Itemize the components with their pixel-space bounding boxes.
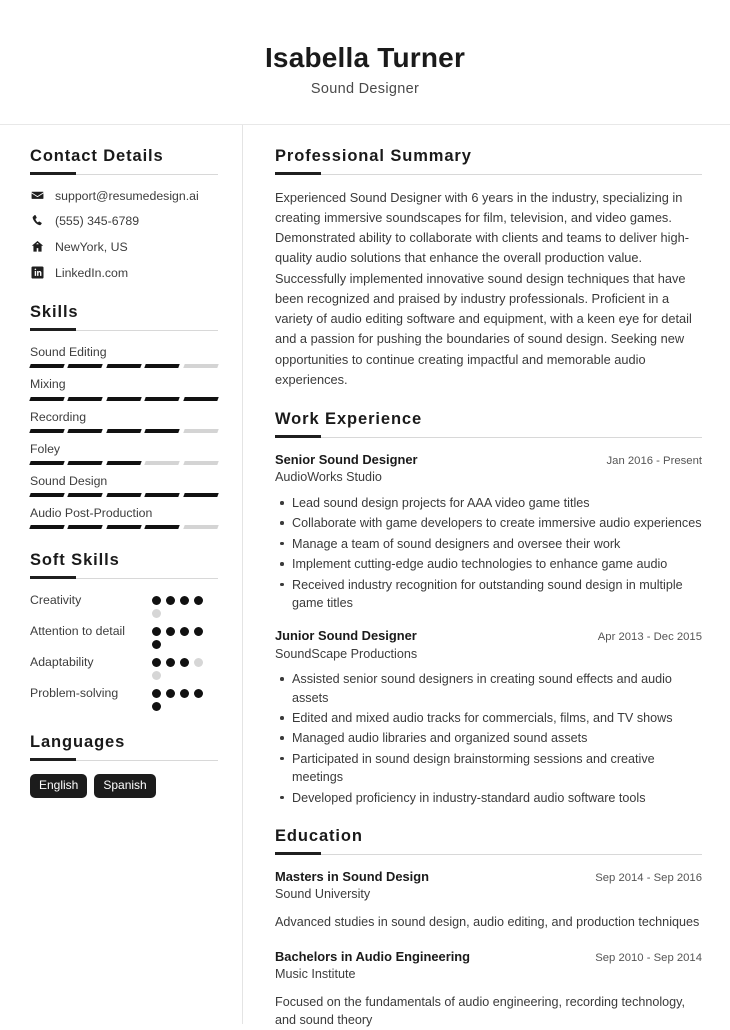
section-professional-summary [275,147,702,390]
languages-list [30,774,218,797]
skill-bar-segment [144,397,180,401]
rating-dot [194,658,203,667]
education-entry-header [275,868,702,885]
rating-dot [152,689,161,698]
section-skills [30,303,218,529]
contact-details-heading [30,147,218,175]
soft-skills-list [30,592,218,711]
section-education [275,827,702,1030]
work-entries [275,451,702,807]
skill-bar-segment [29,493,65,497]
rating-dot [152,609,161,618]
skill-bar-segment [29,397,65,401]
education-entries [275,868,702,1030]
skill-bar-segment [183,397,219,401]
soft-skill-rating [152,654,214,680]
rating-dot [166,596,175,605]
skill-bar-segment [144,429,180,433]
contact-list [30,188,218,281]
skills-list [30,344,218,529]
skill-bar-segment [106,493,142,497]
skill-name: Recording [30,409,87,424]
rating-dot [152,671,161,680]
rating-dot [194,627,203,636]
education-entry-date: Sep 2010 - Sep 2014 [595,951,702,964]
rating-dot [166,658,175,667]
language-tag: Spanish [94,774,155,797]
language-tag: English [30,774,87,797]
rating-dot [152,627,161,636]
skill-level-bar [30,525,218,529]
linkedin-icon [30,265,45,280]
skill-bar-segment [183,493,219,497]
skill-bar-segment [144,493,180,497]
rating-dot [180,596,189,605]
skill-bar-segment [68,364,104,368]
work-entry-organization: SoundScape Productions [275,646,418,661]
work-entry [275,451,702,612]
skill-name: Mixing [30,377,66,392]
work-entry-header [275,627,702,644]
skills-heading [30,303,218,331]
bullet-item: Manage a team of sound designers and oversee their work [275,535,702,553]
bullet-item: Implement cutting-edge audio technologies to enhance game audio [275,555,702,573]
bullet-item: Edited and mixed audio tracks for commercials, films, and TV shows [275,709,702,727]
phone-icon [30,213,45,228]
soft-skill-rating [152,623,214,649]
work-entry-bullets [275,670,702,807]
candidate-job-title: Sound Designer [310,81,420,98]
work-entry [275,627,702,807]
resume-header [0,0,730,125]
work-experience-heading [275,410,702,438]
bullet-item: Developed proficiency in industry-standard audio software tools [275,789,702,807]
skill-bar-segment [68,429,104,433]
skill-item [30,409,218,433]
soft-skill-item [30,654,218,680]
languages-heading [30,733,218,761]
soft-skill-name: Adaptability [30,655,94,670]
work-entry-title: Junior Sound Designer [275,628,417,644]
rating-dot [152,596,161,605]
rating-dot [152,658,161,667]
skill-item [30,473,218,497]
sidebar [0,125,243,1024]
rating-dot [180,658,189,667]
contact-item[interactable] [30,213,218,230]
education-entry-description: Focused on the fundamentals of audio engineering, recording technology, and sound theory [275,994,686,1028]
section-title: Contact Details [30,146,164,165]
soft-skill-name: Creativity [30,593,82,608]
soft-skills-heading [30,551,218,579]
bullet-item: Participated in sound design brainstorming sessions and creative meetings [275,750,702,787]
section-title: Work Experience [275,410,423,428]
contact-item-value: NewYork, US [55,240,128,254]
contact-item-value: LinkedIn.com [55,265,129,280]
rating-dot [152,702,161,711]
skill-level-bar [30,429,218,433]
section-work-experience [275,410,702,807]
section-title: Education [275,826,363,845]
skill-name: Audio Post-Production [30,506,153,521]
education-entry [275,948,702,1030]
skill-level-bar [30,493,218,497]
bullet-item: Collaborate with game developers to create immersive audio experiences [275,514,702,532]
skill-bar-segment [106,525,142,529]
rating-dot [194,596,203,605]
section-title: Soft Skills [30,551,120,570]
skill-item [30,344,218,368]
bullet-item: Assisted senior sound designers in creating sound effects and audio assets [275,670,702,707]
skill-bar-segment [144,461,180,465]
skill-level-bar [30,364,218,368]
rating-dot [180,689,189,698]
skill-bar-segment [29,525,65,529]
skill-bar-segment [183,525,219,529]
home-icon [30,239,45,254]
soft-skill-name: Attention to detail [30,624,126,639]
skill-bar-segment [144,364,180,368]
education-entry-description: Advanced studies in sound design, audio editing, and production techniques [275,914,700,929]
bullet-item: Managed audio libraries and organized sound assets [275,729,702,747]
skill-item [30,376,218,400]
skill-name: Sound Editing [30,345,107,360]
bullet-item: Lead sound design projects for AAA video game titles [275,494,702,512]
contact-item-value: support@resumedesign.ai [55,188,199,203]
skill-bar-segment [106,429,142,433]
skill-bar-segment [183,364,219,368]
professional-summary-text: Experienced Sound Designer with 6 years in the industry, specializing in creating immersive soundscapes for film, television, and video games. Demonstrated ability to collaborate with clients and teams to deliver high-quality audio solutions that enhance the overall production value. Successfully implemented innovative sound design techniques that have been recognized and praised by industry professionals. Proficient in a variety of audio editing software and equipment, with a keen eye for detail and a passion for pushing the boundaries of sound design. Seeking new opportunities to continue creating impactful and memorable audio experiences. [275,189,692,387]
skill-name: Foley [30,441,61,456]
education-entry [275,868,702,932]
skill-bar-segment [183,429,219,433]
soft-skill-name: Problem-solving [30,686,119,701]
rating-dot [180,627,189,636]
skill-bar-segment [68,461,104,465]
rating-dot [166,689,175,698]
main-column [243,125,730,1028]
work-entry-bullets [275,494,702,612]
education-entry-title: Bachelors in Audio Engineering [275,948,471,964]
skill-bar-segment [29,461,65,465]
contact-item[interactable] [30,188,218,205]
skill-bar-segment [144,525,180,529]
education-entry-title: Masters in Sound Design [275,868,429,884]
education-entry-institution: Sound University [275,887,371,902]
skill-level-bar [30,461,218,465]
soft-skill-item [30,685,218,711]
skill-item [30,505,218,529]
section-title: Languages [30,733,126,752]
education-entry-date: Sep 2014 - Sep 2016 [595,871,702,884]
skill-level-bar [30,397,218,401]
section-title: Skills [30,303,79,322]
education-entry-header [275,948,702,965]
work-entry-date: Jan 2016 - Present [606,454,702,467]
skill-bar-segment [29,364,65,368]
education-entry-institution: Music Institute [275,967,356,981]
professional-summary-heading [275,147,702,175]
candidate-name: Isabella Turner [264,41,466,73]
section-contact-details [30,147,218,281]
work-entry-date: Apr 2013 - Dec 2015 [597,631,702,644]
contact-item[interactable] [30,239,218,256]
skill-bar-segment [106,364,142,368]
soft-skill-item [30,623,218,649]
section-languages [30,733,218,797]
skill-bar-segment [106,397,142,401]
section-title: Professional Summary [275,146,472,165]
contact-item[interactable] [30,265,218,282]
soft-skill-rating [152,685,214,711]
soft-skill-rating [152,592,214,618]
envelope-icon [30,188,45,203]
contact-item-value: (555) 345-6789 [55,214,140,229]
skill-bar-segment [183,461,219,465]
rating-dot [166,627,175,636]
rating-dot [194,689,203,698]
skill-bar-segment [68,525,104,529]
education-heading [275,827,702,855]
resume-body [0,125,730,1028]
skill-bar-segment [29,429,65,433]
bullet-item: Received industry recognition for outstanding sound design in multiple game titles [275,576,702,613]
skill-bar-segment [68,493,104,497]
work-entry-header [275,451,702,468]
work-entry-organization: AudioWorks Studio [275,470,382,485]
section-soft-skills [30,551,218,711]
soft-skill-item [30,592,218,618]
skill-bar-segment [106,461,142,465]
skill-name: Sound Design [30,473,108,488]
skill-bar-segment [68,397,104,401]
rating-dot [152,640,161,649]
skill-item [30,441,218,465]
work-entry-title: Senior Sound Designer [275,451,418,467]
